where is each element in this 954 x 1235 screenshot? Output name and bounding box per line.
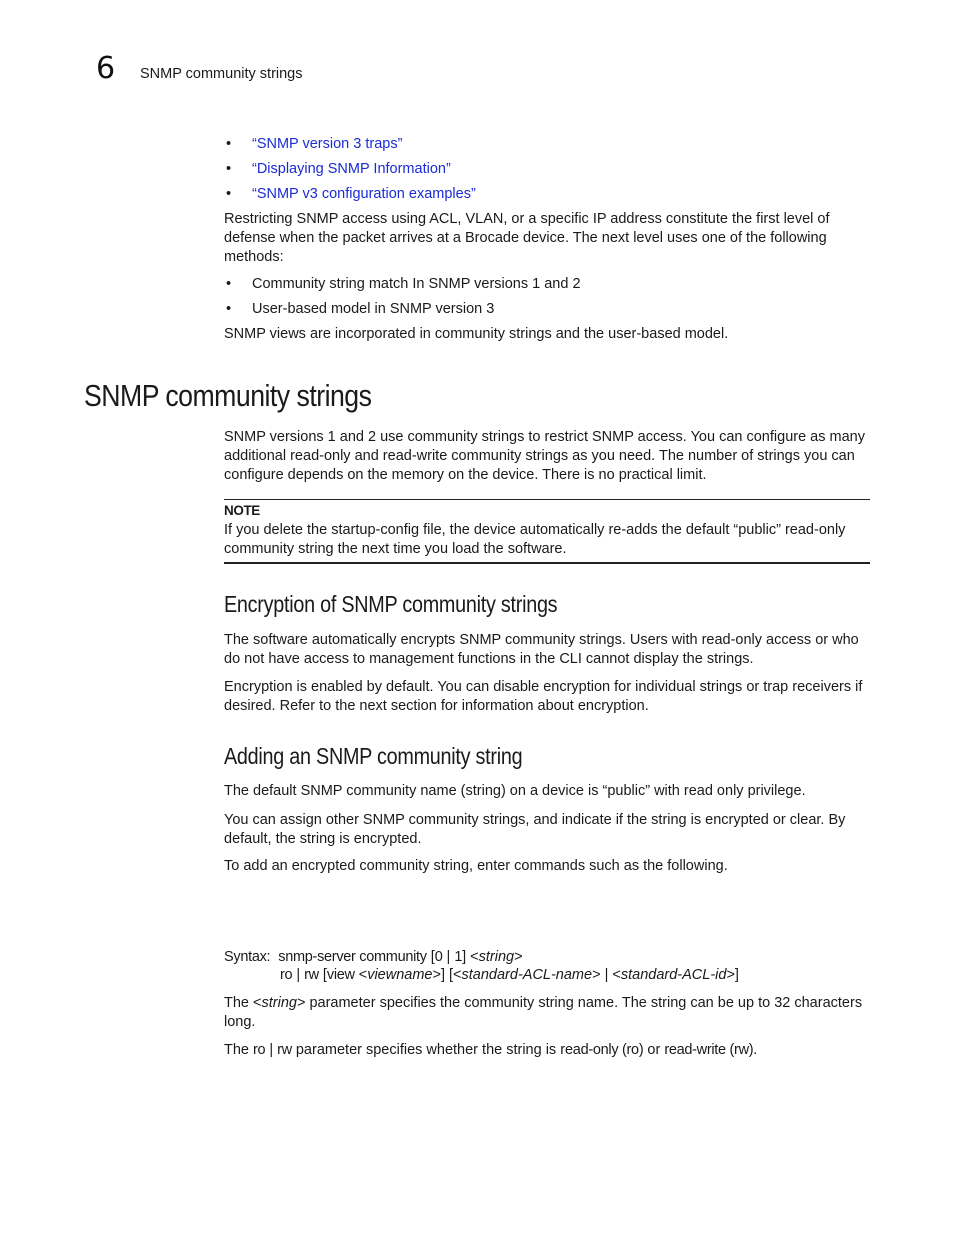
- subsection-title-adding: Adding an SNMP community string: [224, 743, 523, 769]
- adding-paragraph: The default SNMP community name (string) on a device is “public” with read only privilege.: [224, 783, 806, 799]
- intro-paragraph-views: SNMP views are incorporated in community strings and the user-based model.: [224, 326, 729, 342]
- link-displaying-snmp-information[interactable]: “Displaying SNMP Information”: [252, 161, 451, 177]
- link-snmp-v3-config-examples[interactable]: “SNMP v3 configuration examples”: [252, 186, 476, 202]
- syntax-label: Syntax:: [224, 949, 271, 965]
- note-top-rule: [224, 499, 870, 500]
- param-string-description: The <string> parameter specifies the community string name. The string can be up to 32 characters long.: [224, 995, 863, 1030]
- section-paragraph: SNMP versions 1 and 2 use community strings to restrict SNMP access. You can configure as many additional read-only and read-write community strings as you need. The number of strings you can configure depends on the memory on the device. There is no practical limit.: [224, 429, 865, 483]
- encryption-paragraph: The software automatically encrypts SNMP community strings. Users with read-only access or who do not have access to management functions in the CLI cannot display the strings.: [224, 632, 859, 667]
- syntax-line-1: Syntax: snmp-server community [0 | 1] <string>: [224, 949, 523, 965]
- section-title: SNMP community strings: [84, 378, 372, 413]
- param-ro-rw-description: The ro | rw parameter specifies whether the string is read-only (ro) or read-write (rw).: [224, 1042, 758, 1058]
- adding-paragraph: You can assign other SNMP community strings, and indicate if the string is encrypted or clear. By default, the string is encrypted.: [224, 812, 846, 847]
- intro-paragraph: Restricting SNMP access using ACL, VLAN, or a specific IP address constitute the first level of defense when the packet arrives at a Brocade device. The next level uses one of the following methods:: [224, 211, 830, 265]
- note-label: NOTE: [224, 503, 260, 518]
- link-snmp-v3-traps[interactable]: “SNMP version 3 traps”: [252, 136, 403, 152]
- adding-paragraph: To add an encrypted community string, enter commands such as the following.: [224, 858, 728, 874]
- note-bottom-rule: [224, 562, 870, 564]
- running-header-title: SNMP community strings: [140, 66, 303, 82]
- note-text: If you delete the startup-config file, the device automatically re-adds the default “public” read-only community string the next time you load the software.: [224, 522, 846, 557]
- chapter-number: 6: [96, 51, 116, 86]
- syntax-command: snmp-server community: [278, 949, 427, 965]
- encryption-paragraph: Encryption is enabled by default. You can disable encryption for individual strings or trap receivers if desired. Refer to the next section for information about encryption.: [224, 679, 863, 714]
- syntax-arg-string: string: [478, 949, 515, 965]
- syntax-line-2: ro | rw [view <viewname>] [<standard-ACL-name> | <standard-ACL-id>]: [280, 967, 739, 983]
- subsection-title-encryption: Encryption of SNMP community strings: [224, 591, 558, 617]
